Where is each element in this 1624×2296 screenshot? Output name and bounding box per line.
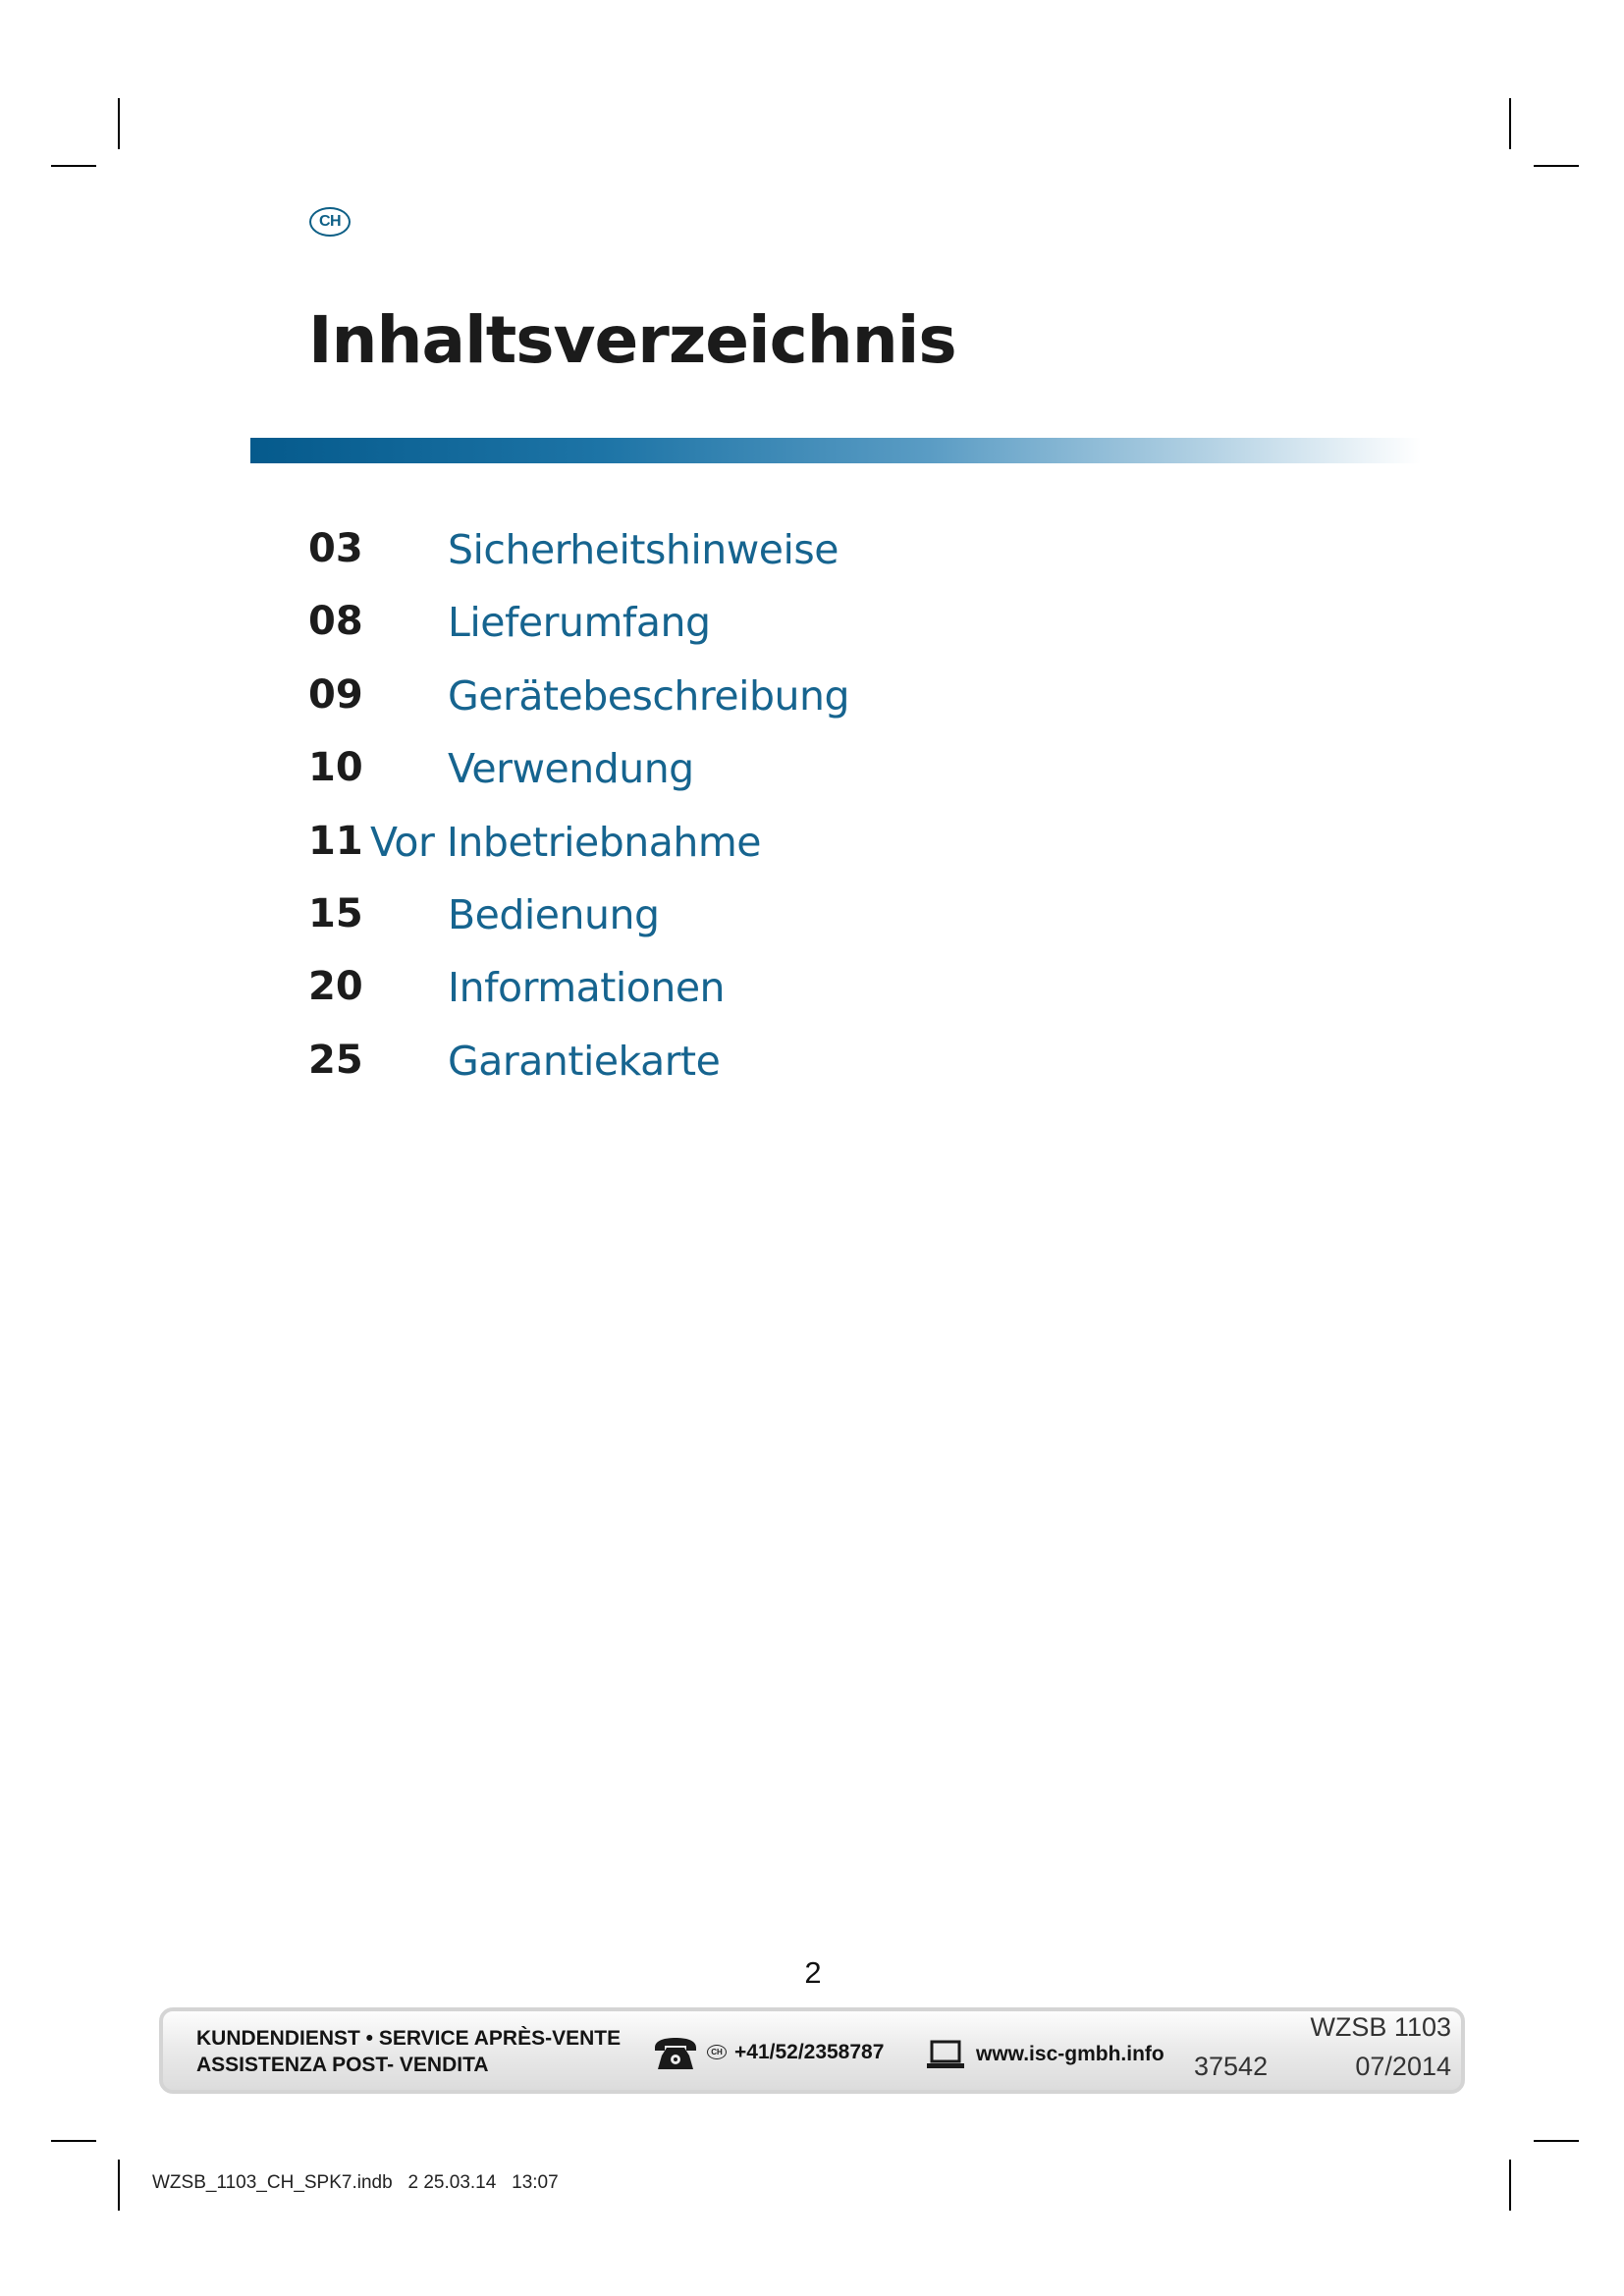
toc-page-number: 20	[308, 964, 363, 1010]
toc-entry-label: Verwendung	[448, 745, 694, 793]
crop-mark	[51, 2140, 96, 2142]
toc-entry-label: Vor Inbetriebnahme	[370, 818, 761, 866]
toc-page-number: 10	[308, 745, 363, 791]
toc-entry-label: Informationen	[448, 964, 726, 1012]
toc-page-number: 03	[308, 526, 363, 571]
region-badge: CH	[309, 207, 351, 237]
phone-region-badge: CH	[707, 2045, 727, 2059]
toc-page-number: 25	[308, 1037, 363, 1083]
toc-entry-label: Bedienung	[448, 890, 660, 938]
article-number: 37542	[1194, 2052, 1269, 2081]
crop-mark	[118, 98, 120, 149]
laptop-icon	[926, 2040, 965, 2071]
toc-entry-label: Gerätebeschreibung	[448, 671, 850, 720]
toc-entry-label: Sicherheitshinweise	[448, 526, 839, 573]
crop-mark	[1509, 2160, 1511, 2211]
crop-mark	[1534, 2140, 1579, 2142]
page-number: 2	[804, 1955, 822, 1990]
crop-mark	[118, 2160, 120, 2211]
edition-date: 07/2014	[1355, 2052, 1451, 2081]
title-underline-bar	[250, 438, 1421, 463]
toc-page-number: 15	[308, 890, 363, 936]
page-title: Inhaltsverzeichnis	[308, 302, 956, 378]
service-phone-number: +41/52/2358787	[734, 2041, 885, 2063]
crop-mark	[1509, 98, 1511, 149]
toc-page-number: 08	[308, 599, 363, 645]
crop-mark	[51, 165, 96, 167]
toc-entry-label: Lieferumfang	[448, 599, 711, 647]
crop-mark	[1534, 165, 1579, 167]
model-number: WZSB 1103	[1310, 2012, 1451, 2042]
phone-icon	[652, 2036, 699, 2073]
toc-entry-label: Garantiekarte	[448, 1037, 721, 1085]
service-label	[196, 2025, 621, 2078]
service-label-line: ASSISTENZA POST- VENDITA	[196, 2054, 489, 2076]
service-website: www.isc-gmbh.info	[976, 2043, 1164, 2065]
service-label-line: KUNDENDIENST • SERVICE APRÈS-VENTE	[196, 2027, 622, 2050]
print-slug: WZSB_1103_CH_SPK7.indb 2 25.03.14 13:07	[152, 2172, 559, 2193]
toc-page-number: 11	[308, 818, 363, 864]
toc-page-number: 09	[308, 671, 363, 718]
